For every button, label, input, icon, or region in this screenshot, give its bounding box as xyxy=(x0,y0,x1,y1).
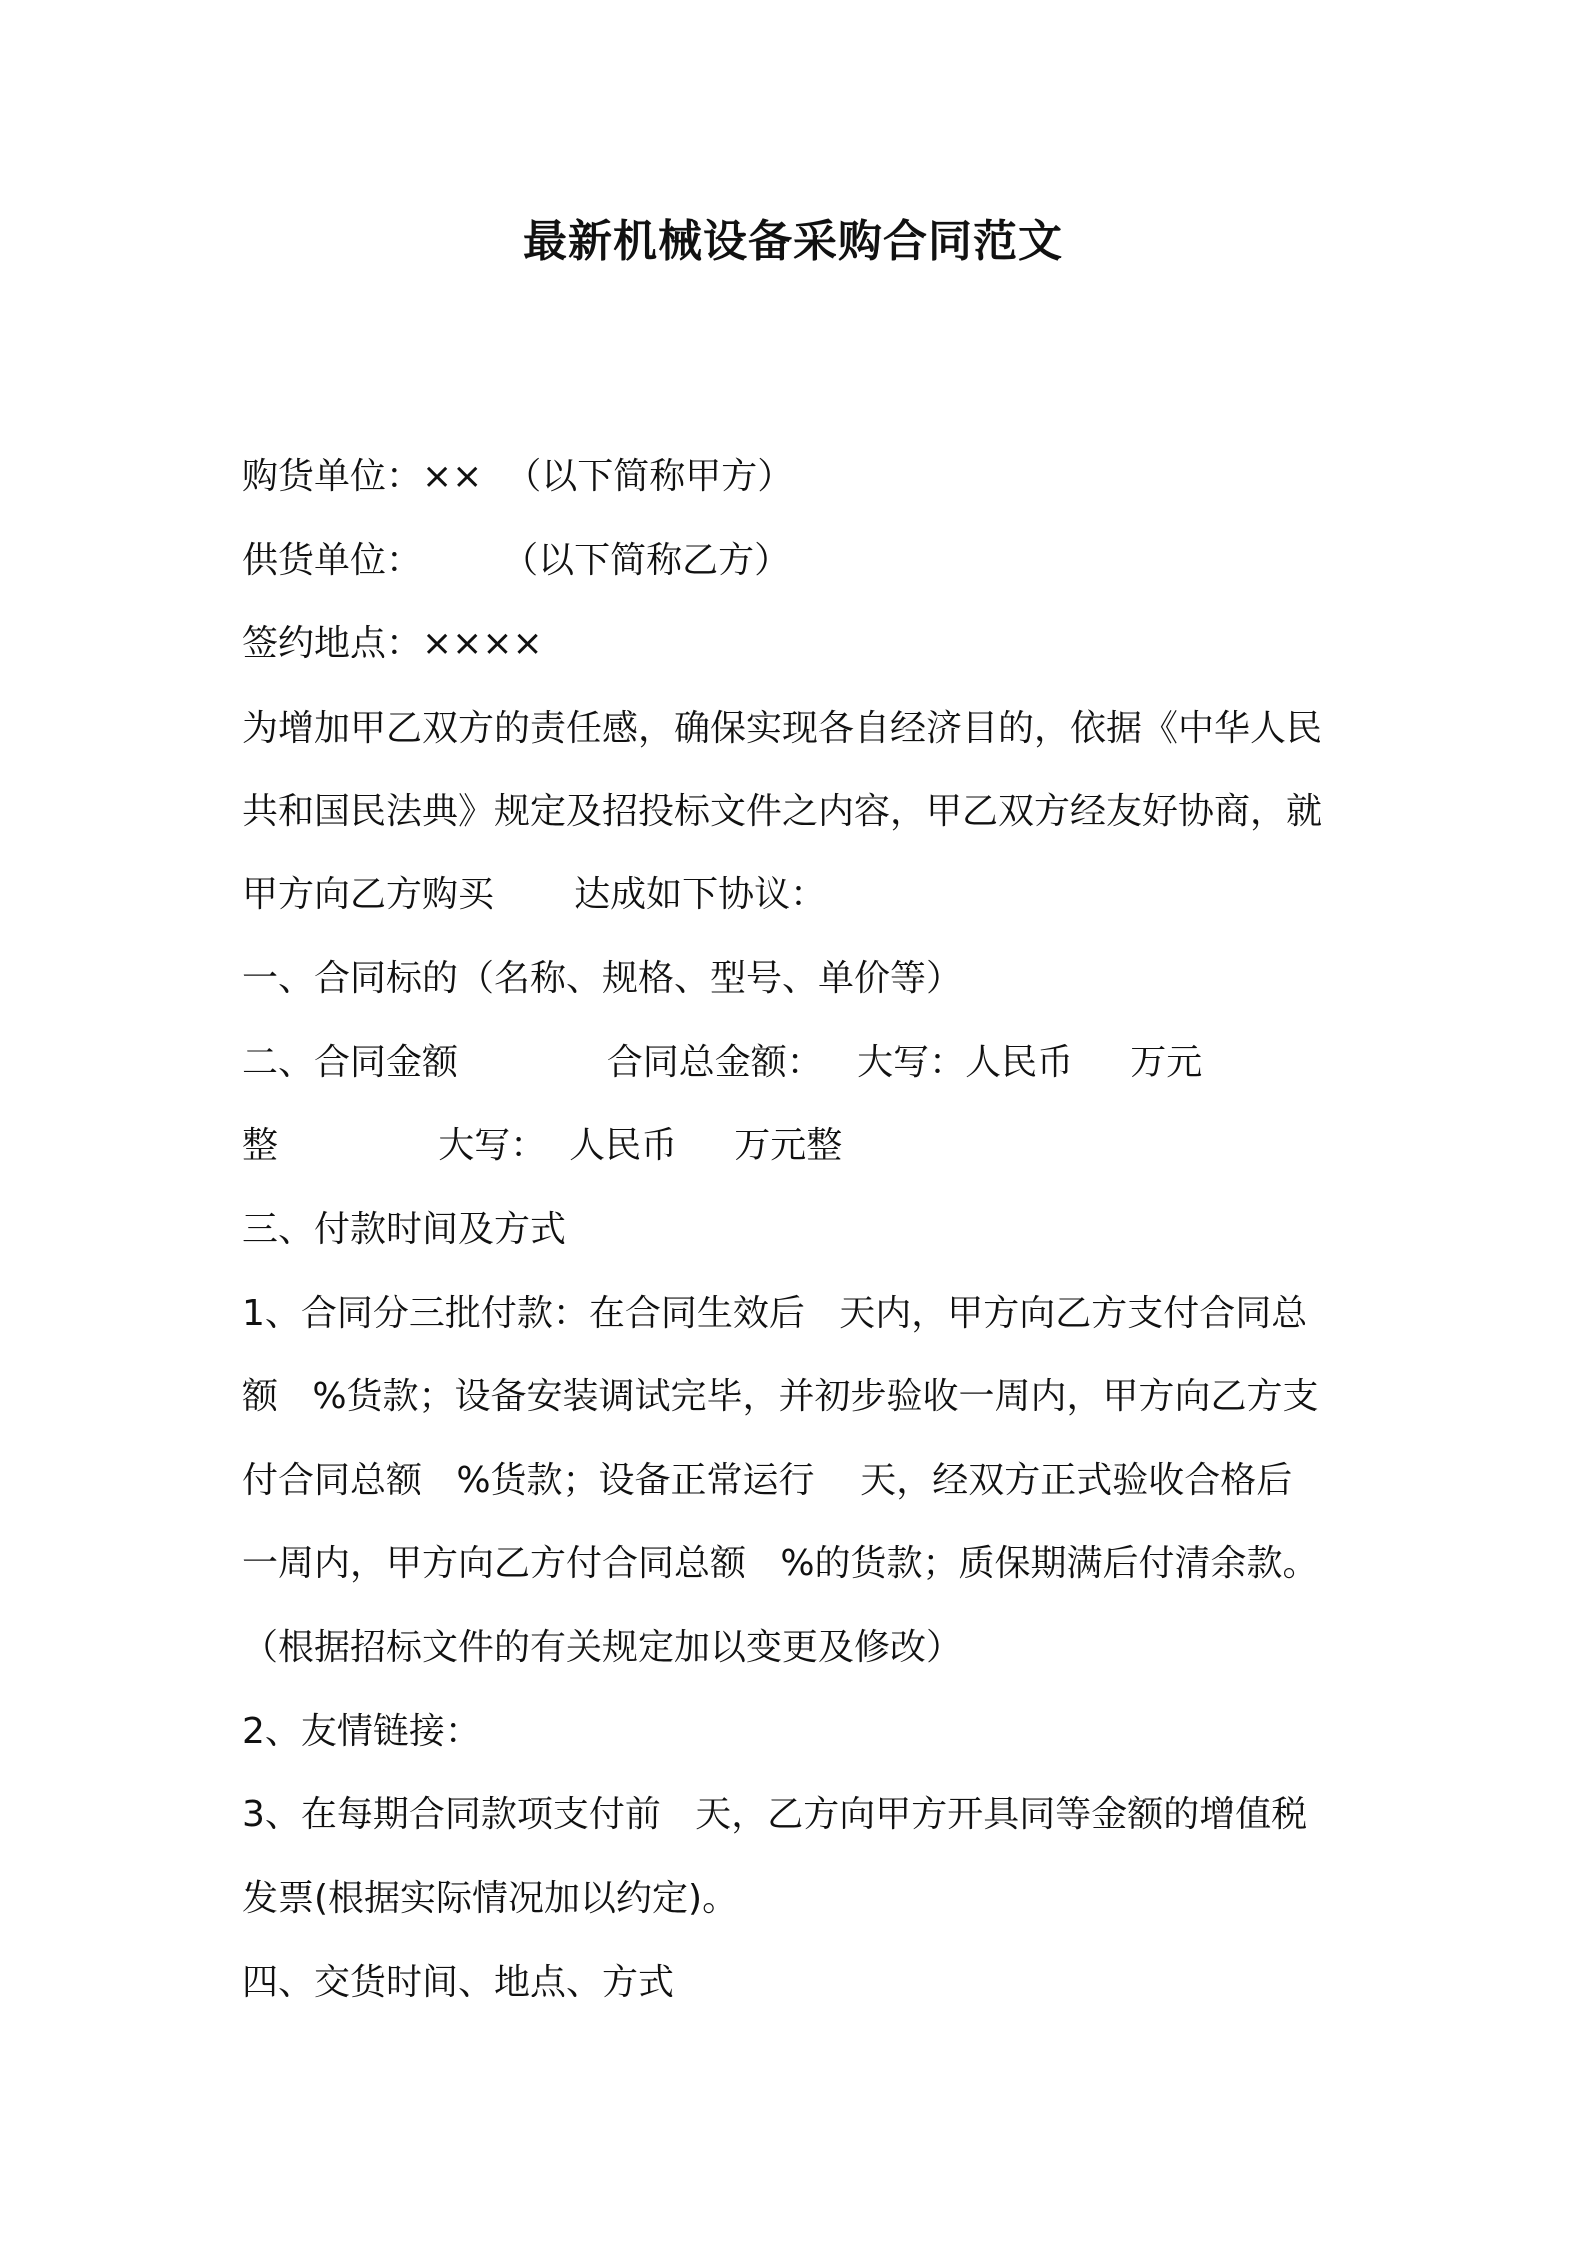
supplier-line: 供货单位： （以下简称乙方） xyxy=(242,540,791,581)
preamble-line-1: 为增加甲乙双方的责任感，确保实现各自经济目的，依据《中华人民 xyxy=(242,708,1323,749)
document-title: 最新机械设备采购合同范文 xyxy=(523,216,1063,267)
buyer-line: 购货单位：×× （以下简称甲方） xyxy=(242,456,794,497)
section-2-heading: 二、合同金额 合同总金额： 大写：人民币 万元 xyxy=(242,1042,1203,1083)
signing-place-line: 签约地点：×××× xyxy=(242,623,543,664)
payment-clause-3-line-2: 发票(根据实际情况加以约定)。 xyxy=(242,1878,739,1919)
section-2-continuation: 整 大写： 人民币 万元整 xyxy=(242,1125,843,1166)
section-4-heading: 四、交货时间、地点、方式 xyxy=(242,1962,675,2003)
section-1-heading: 一、合同标的（名称、规格、型号、单价等） xyxy=(242,958,963,999)
section-3-heading: 三、付款时间及方式 xyxy=(242,1209,567,1250)
payment-clause-1-note: （根据招标文件的有关规定加以变更及修改） xyxy=(242,1627,963,1668)
payment-clause-1-line-4: 一周内，甲方向乙方付合同总额 %的货款；质保期满后付清余款。 xyxy=(242,1543,1319,1584)
payment-clause-1-line-3: 付合同总额 %货款；设备正常运行 天，经双方正式验收合格后 xyxy=(242,1460,1293,1501)
preamble-line-3: 甲方向乙方购买 达成如下协议： xyxy=(242,874,827,915)
payment-clause-1-line-1: 1、合同分三批付款：在合同生效后 天内，甲方向乙方支付合同总 xyxy=(242,1293,1308,1334)
payment-clause-2: 2、友情链接： xyxy=(242,1711,481,1752)
preamble-line-2: 共和国民法典》规定及招投标文件之内容，甲乙双方经友好协商，就 xyxy=(242,791,1323,832)
payment-clause-3-line-1: 3、在每期合同款项支付前 天，乙方向甲方开具同等金额的增值税 xyxy=(242,1794,1308,1835)
payment-clause-1-line-2: 额 %货款；设备安装调试完毕，并初步验收一周内，甲方向乙方支 xyxy=(242,1376,1319,1417)
